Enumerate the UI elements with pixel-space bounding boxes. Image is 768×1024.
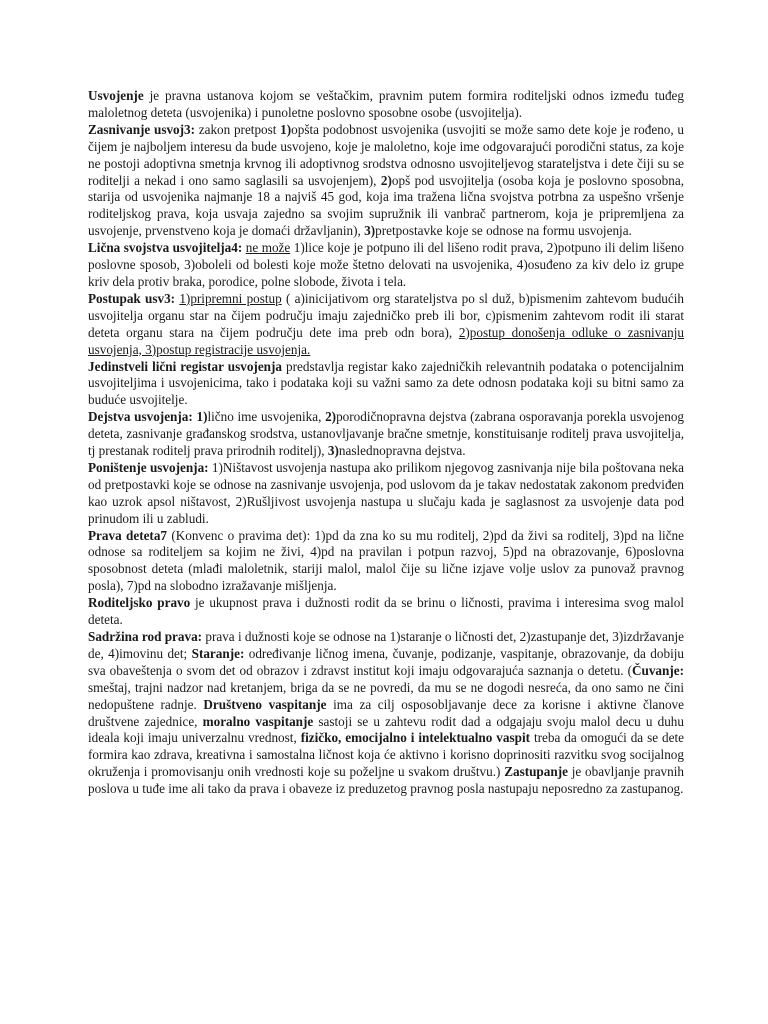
body-text: ( a)inicijativom org starateljstva po sl duž, b)pismenim zahtevom budućih usvojitelja organu star na čijem području imaju zajedničko preb ili bor, c)pismenim zahtevom rodit ili starat deteta organu stara na čijem području dete ima preb odn bora), [88,290,684,340]
body-text: pretpostavke koje se odnose na formu usvojenja. [375,223,632,239]
paragraph [88,122,684,240]
body-text: treba da omogući da se dete formira kao zdrava, kreativna i samostalna ličnost koja će aktivno i korisno doprinositi razvitku svog socijalnog okruženja i promovisanju onih vrednosti koje su poželjne u svakom društvu.) [88,730,684,780]
underlined-text: ne može [245,240,291,256]
bold-term: 2) [325,409,337,425]
body-text: je pravna ustanova kojom se veštačkim, pravnim putem formira roditeljski odnos između tuđeg maloletnog deteta (usvojenika) i punoletne poslovno sposobne osobe (usvojitelja). [88,88,684,120]
bold-term: 3) [327,443,339,459]
bold-term: Jedinstveli lični registar usvojenja [88,358,282,374]
bold-term: 3) [364,223,376,239]
body-text: opš pod usvojitelja (osoba koja je poslovno sposobna, starija od usvojenika najmanje 18 a najviš 45 god, koja ima tražena lična svojstva potrbna za uspešno vršenje roditeljskog prava, koja usvaja zajedno sa svojim supružnik ili vanbrač partnerom, koja je pripremljena za usvojenje, prvenstveno koja je domaći državljanin), [88,172,684,239]
body-text: ima za cilj osposobljavanje dece za korisne i aktivne članove društvene zajednice, [88,696,684,729]
bold-term: fizičko, emocijalno i intelektualno vaspit [300,730,530,746]
body-text: porodičnopravna dejstva (zabrana osporavanja porekla usvojenog deteta, zasnivanje građanskog srodstva, ustanovljavanje bračne smetnje, konstituisanje roditelj prava usvojitelja, tj prestanak roditelj prava prirodnih roditelj), [88,409,685,459]
paragraph [88,359,684,410]
body-text: predstavlja registar kako zajedničkih relevantnih podataka o potencijalnim usvojiteljima i usvojenicima, tako i podataka koji su važni samo za dete odnosn podataka koji su bitni samo za buduće usvojitelje. [88,358,684,408]
body-text: sastoji se u zahtevu rodit dad a odgajaju svoju malol decu u duhu ideala koji imaju univerzalnu vrednost, [88,713,684,746]
bold-term: moralno vaspitanje [202,713,314,729]
body-text: smeštaj, trajni nadzor nad kretanjem, briga da se ne povredi, da mu se ne dogodi nesreća, da ono samo ne čini nedopuštene radnje. [88,679,684,712]
body-text: lično ime usvojenika, [207,409,326,425]
paragraph [88,595,684,629]
document-page [88,88,684,798]
body-text: je ukupnost prava i dužnosti rodit da se brinu o ličnosti, pravima i interesima svog malol deteta. [88,595,684,628]
paragraph [88,88,684,122]
body-text: (Konvenc o pravima det): 1)pd da zna ko su mu roditelj, 2)pd da živi sa roditelj, 3)pd na lične odnose sa roditeljem sa kojim ne živi, 4)pd na pravilan i potpun razvoj, 5)pd na obrazovanje, 6)poslovna sposobnost deteta (mlađi maloletnik, stariji malol, malol čije su lične izjave volje uslov za punovaž pravnog posla), 7)pd na slobodno izražavanje mišljenja. [88,527,684,594]
body-text: je obavljanje pravnih poslova u tuđe ime ali tako da prava i obaveze iz preduzetog pravnog posla nastupaju neposredno za zastupanog. [88,764,685,797]
bold-term: Dejstva usvojenja: [88,409,193,425]
bold-term: Prava deteta7 [88,527,168,543]
body-text: zakon pretpost [195,121,281,137]
bold-term: 1) [280,121,292,137]
bold-term: Postupak usv3: [88,290,176,306]
bold-term: Zasnivanje usvoj3: [88,121,196,137]
bold-term: Roditeljsko pravo [88,595,191,611]
bold-term: 1) [196,409,208,425]
bold-term: Zastupanje [504,764,568,780]
paragraph [88,240,684,291]
bold-term: Društveno vaspitanje [203,696,327,712]
paragraph [88,460,684,528]
bold-term: Staranje: [191,645,245,661]
body-text: prava i dužnosti koje se odnose na 1)staranje o ličnosti det, 2)zastupanje det, 3)izdržavanje de, 4)imovinu det; [88,629,684,661]
body-text: 1)Ništavost usvojenja nastupa ako prilikom njegovog zasnivanja nije bila poštovana neka od pretpostavki koje se odnose na zasnivanje usvojenja, pod uslovom da je takav nedostatak zakonom predviđen kao uzrok apsol ništavost, 2)Rušljivost usvojenja nastupa u slučaju kada je saglasnost za usvojenje data pod prinudom ili u zabludi. [88,459,684,526]
body-text: određivanje ličnog imena, čuvanje, podizanje, vaspitanje, obrazovanje, da dobiju sva obaveštenja o svom det od obrazov i zdravst institut koji imaju odgovarajuća saznanja o detetu. ( [88,645,684,678]
paragraph [88,528,684,596]
bold-term: Čuvanje: [631,662,684,678]
bold-term: Lična svojstva usvojitelja4: [88,240,243,256]
underlined-text: 2)postup donošenja odluke o zasnivanju usvojenja, 3)postup registracije usvojenja. [88,324,684,357]
paragraph [88,409,684,460]
underlined-text: 1)pripremni postup [179,290,282,306]
body-text: opšta podobnost usvojenika (usvojiti se može samo dete koje je rođeno, u čijem je najboljem interesu da bude usvojeno, koje je maloletno, koje ime odgovarajući porodični status, za koje ne postoji adoptivna smetnja krvnog ili adoptivnog srodstva odnosno usvojiteljevog starateljstva i dete čiji su se roditelji a nekad i ono samo saglasili sa usvojenjem), [88,121,684,188]
bold-term: Poništenje usvojenja: [88,459,209,475]
bold-term: Usvojenje [88,88,144,103]
body-text: naslednopravna dejstva. [338,443,466,459]
body-text: 1)lice koje je potpuno ili del lišeno rodit prava, 2)potpuno ili delim lišeno poslovne sposob, 3)oboleli od bolesti koje može štetno delovati na usvojenika, 4)osuđeno za kiv delo iz grupe kriv dela protiv braka, porodice, polne slobode, života i tela. [88,240,685,289]
bold-term: 2) [380,172,392,188]
paragraph [88,629,684,798]
paragraph [88,291,684,359]
bold-term: Sadržina rod prava: [88,629,203,644]
